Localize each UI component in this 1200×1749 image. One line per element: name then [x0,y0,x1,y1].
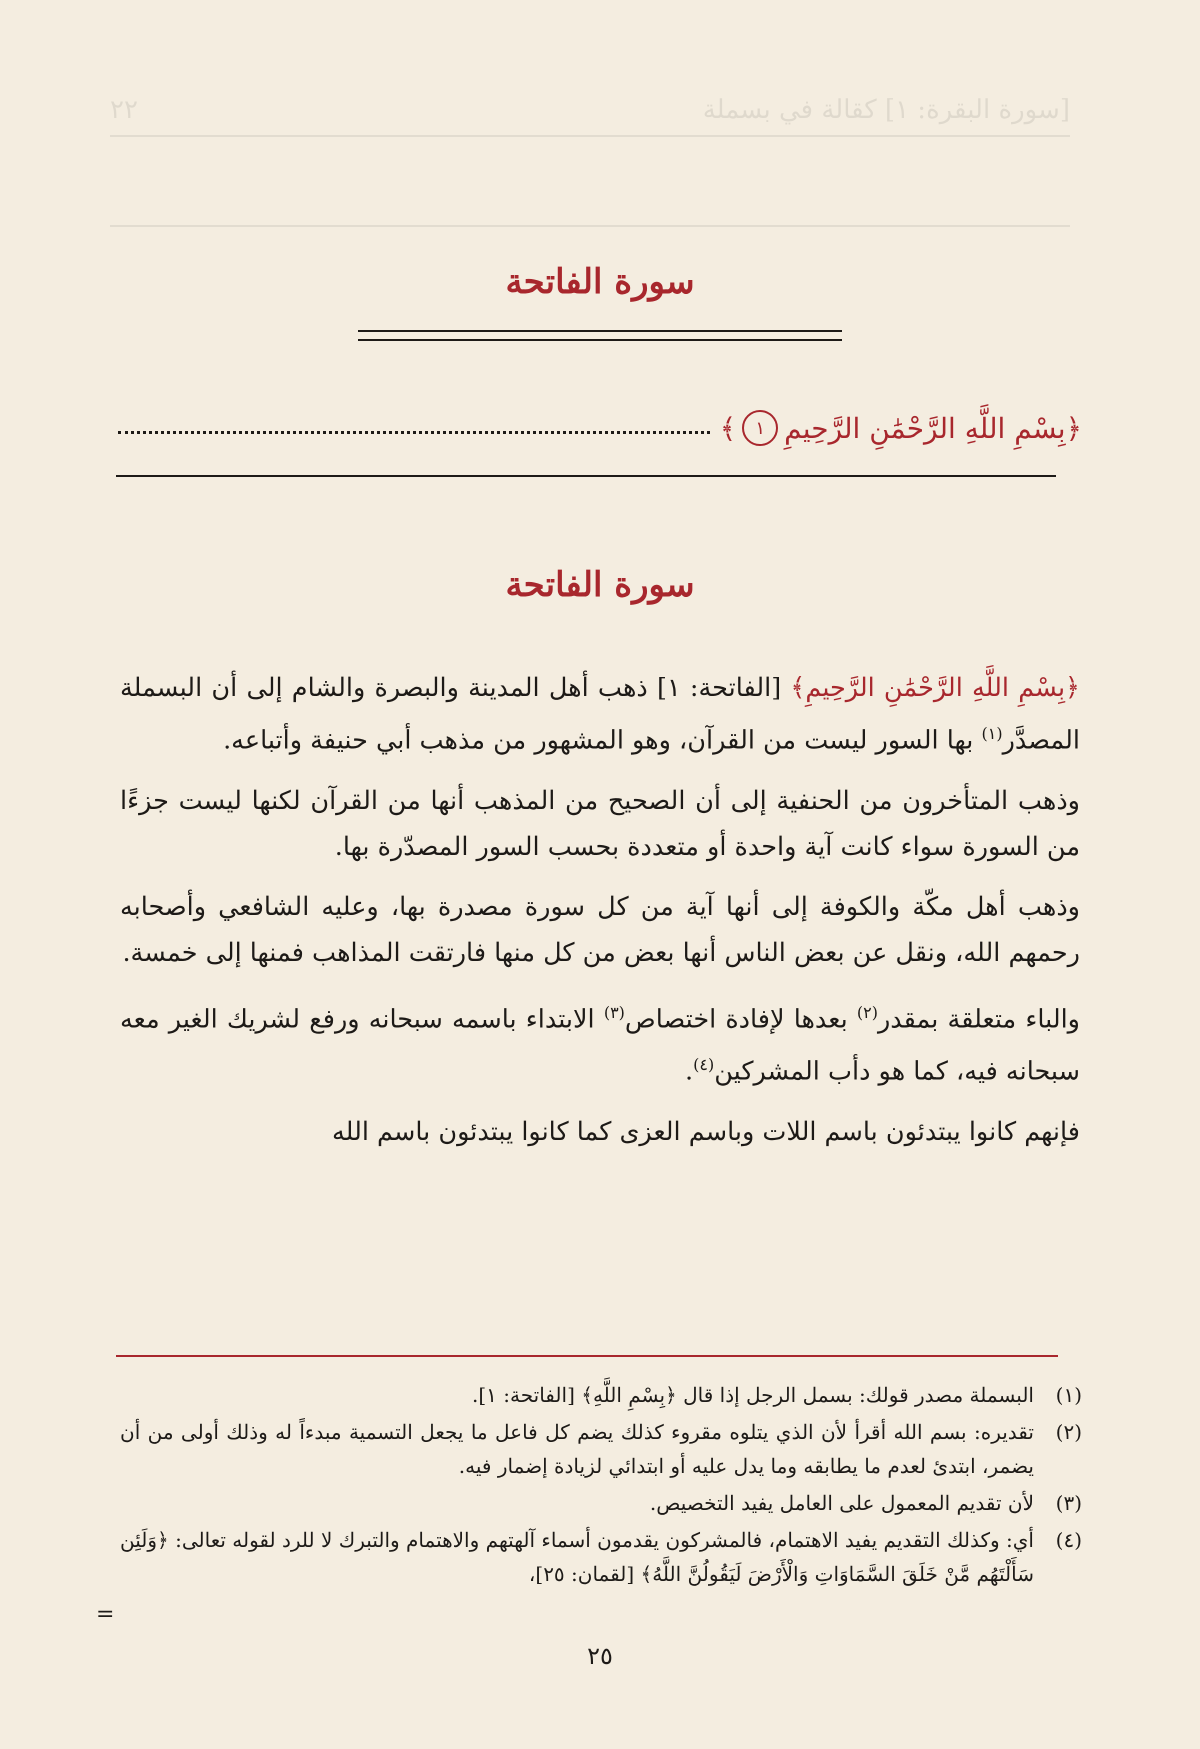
footnote-number: (١) [1055,1383,1082,1407]
continuation-mark: = [96,1602,115,1627]
footnote [120,1486,1082,1520]
footnote-number: (٢) [1055,1420,1082,1444]
page-number: ٢٥ [587,1642,613,1670]
paragraph: وذهب أهل مكّة والكوفة إلى أنها آية من كل سورة مصدرة بها، وعليه الشافعي وأصحابه رحمهم الله، ونقل عن بعض الناس أنها بعض من كل منها فارتقت المذاهب فمنها إلى خمسة. [120,891,1080,968]
paragraph-text: . [685,1056,694,1087]
basmala-verse: ﴿بِسْمِ اللَّهِ الرَّحْمَٰنِ الرَّحِيمِ [784,411,1082,445]
paragraph-text: [الفاتحة: ١] ذهب أهل المدينة والبصرة والشام إلى أن البسملة المصدَّر [120,673,1080,756]
footnote [120,1378,1082,1412]
dotted-leader [118,431,710,434]
footnote-ref[interactable]: (٢) [856,1002,878,1022]
footnote-ref[interactable]: (٤) [693,1055,715,1074]
basmala-line [118,410,1082,446]
title-double-rule [358,330,842,341]
paragraph-text: الابتداء باسمه سبحانه ورفع لشريك الغير معه سبحانه فيه، كما هو دأب المشركين [120,1004,1080,1087]
paragraph: وذهب المتأخرون من الحنفية إلى أن الصحيح من المذهب أنها من القرآن لكنها ليست جزءًا من السورة سواء كانت آية واحدة أو متعددة بحسب السور المصدّرة بها. [120,785,1080,862]
basmala-close: ﴾ [719,411,737,445]
ghost-header-text: [سورة البقرة: ١] كقالة في بسملة [702,95,1070,125]
footnote [120,1523,1082,1591]
verse-number-icon: ١ [742,410,778,446]
ghost-header-page: ٢٢ [110,95,138,125]
paragraph [120,665,1080,764]
footnote-ref[interactable]: (٣) [603,1002,625,1022]
paragraph: فإنهم كانوا يبتدئون باسم اللات وباسم العزى كما كانوا يبتدئون باسم الله [331,1116,1080,1147]
paragraph-text: والباء متعلقة بمقدر [877,1004,1080,1034]
footnote-number: (٣) [1055,1491,1082,1515]
surah-title-main: سورة الفاتحة [505,565,695,605]
paragraph-text: بها السور ليست من القرآن، وهو المشهور من مذهب أبي حنيفة وأتباعه. [223,725,982,756]
footnote-text: البسملة مصدر قولك: بسمل الرجل إذا قال ﴿بِسْمِ اللَّهِ﴾ [الفاتحة: ١]. [472,1383,1034,1407]
footnotes [120,1378,1082,1594]
footnote-text: أي: وكذلك التقديم يفيد الاهتمام، فالمشركون يقدمون أسماء آلهتهم والاهتمام والتبرك لا للرد لقوله تعالى: ﴿وَلَئِن سَأَلْتَهُم مَّنْ خَلَقَ السَّمَاوَاتِ وَالْأَرْضَ لَيَقُولُنَّ اللَّهُ﴾ [لقمان: ٢٥]، [120,1528,1034,1586]
commentary-body [120,665,1080,1169]
section-divider [116,475,1056,477]
footnote-ref[interactable]: (١) [981,724,1003,743]
footnote [120,1415,1082,1483]
paragraph-text: بعدها لإفادة اختصاص [624,1004,857,1034]
paragraph [120,990,1080,1095]
footnote-separator [116,1355,1058,1357]
footnote-text: لأن تقديم المعمول على العامل يفيد التخصيص. [649,1491,1034,1515]
footnote-text: تقديره: بسم الله أقرأ لأن الذي يتلوه مقروء كذلك يضم كل فاعل ما يجعل التسمية مبدءاً له وذلك أولى من أن يضمر، ابتدئ لعدم ما يطابقه وما يدل عليه أو ابتدائي لزيادة إضمار فيه. [120,1420,1034,1478]
surah-title-top: سورة الفاتحة [505,262,695,302]
footnote-number: (٤) [1055,1528,1082,1552]
quran-quote: ﴿بِسْمِ اللَّهِ الرَّحْمَٰنِ الرَّحِيمِ﴾ [790,673,1080,703]
